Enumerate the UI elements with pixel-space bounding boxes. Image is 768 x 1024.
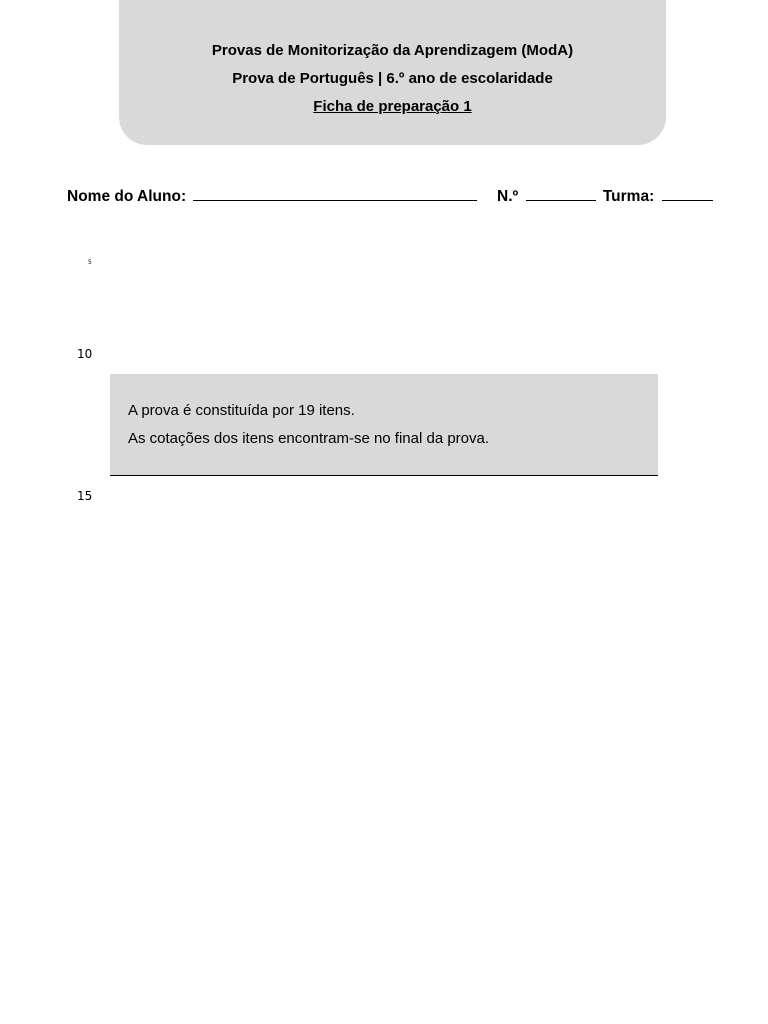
- item-count-text: A prova é constituída por 19 itens.: [128, 402, 355, 419]
- student-number-label: N.º: [497, 188, 519, 205]
- line-number-5: 5: [88, 259, 92, 266]
- line-number-10: 10: [77, 347, 93, 361]
- class-blank: [662, 186, 713, 201]
- line-number-15: 15: [77, 489, 93, 503]
- student-name-label: Nome do Aluno:: [67, 188, 187, 205]
- exam-subject-title: Prova de Português | 6.º ano de escolaridade: [232, 70, 553, 87]
- exam-series-title: Provas de Monitorização da Aprendizagem (ModA): [211, 42, 574, 59]
- student-name-blank: [193, 186, 477, 201]
- class-label: Turma:: [602, 188, 655, 205]
- scoring-note-text: As cotações dos itens encontram-se no final da prova.: [128, 430, 490, 447]
- student-number-blank: [526, 186, 596, 201]
- worksheet-title: Ficha de preparação 1: [313, 98, 472, 115]
- exam-info-box: [110, 374, 658, 476]
- student-info-row: [67, 186, 716, 207]
